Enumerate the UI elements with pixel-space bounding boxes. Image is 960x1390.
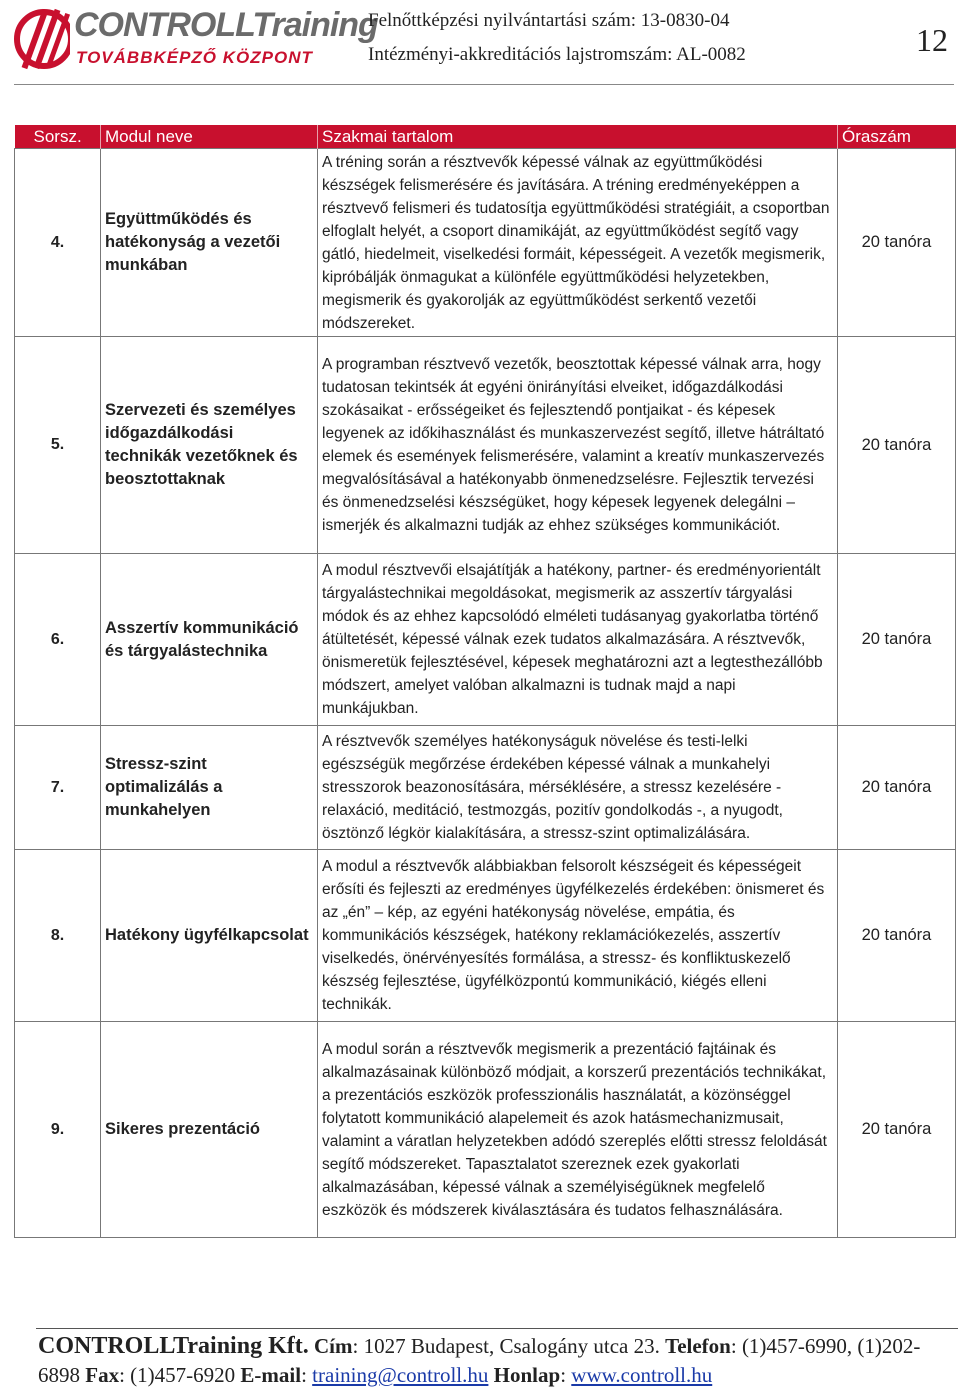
module-name: Asszertív kommunikáció és tárgyalástechnika xyxy=(101,554,318,726)
footer-phone-label: Telefon xyxy=(665,1334,731,1358)
module-content: A modul résztvevői elsajátítják a hatékony, partner- és eredményorientált tárgyalástechnikai megoldásokat, megismerik az asszertív tárgyalási módok és az ehhez kapcsolódó elméleti tudásanyag gyakorlatba történő átültetését, képessé válnak ezek tudatos alkalmazására. A résztvevők, önismeretük fejlesztésével, képesek meghatározni azt a legtesthezállóbb módszert, amelyet valóban alkalmazni is tudnak majd a napi munkájukban. xyxy=(318,554,838,726)
row-number: 5. xyxy=(15,337,101,554)
footer-divider xyxy=(36,1328,958,1329)
table-row xyxy=(15,1022,956,1238)
footer-address-label: Cím xyxy=(313,1334,353,1358)
header-num: Sorsz. xyxy=(15,125,101,149)
row-number: 9. xyxy=(15,1022,101,1238)
table-row xyxy=(15,149,956,337)
header-name: Modul neve xyxy=(101,125,318,149)
module-table xyxy=(14,125,956,1238)
module-name: Sikeres prezentáció xyxy=(101,1022,318,1238)
company-logo xyxy=(14,4,378,74)
module-hours: 20 tanóra xyxy=(838,337,956,554)
footer-address: 1027 Budapest, Csalogány utca 23. xyxy=(363,1334,660,1358)
accreditation-number: Intézményi-akkreditációs lajstromszám: AL-0082 xyxy=(368,44,746,65)
module-name: Stressz-szint optimalizálás a munkahelyen xyxy=(101,726,318,850)
footer-web-link[interactable]: www.controll.hu xyxy=(571,1363,713,1387)
module-name: Hatékony ügyfélkapcsolat xyxy=(101,850,318,1022)
row-number: 6. xyxy=(15,554,101,726)
module-hours: 20 tanóra xyxy=(838,1022,956,1238)
module-content: A résztvevők személyes hatékonyságuk növelése és testi-lelki egészségük megőrzése érdekében képessé válnak a munkahelyi stresszorok beazonosítására, mérséklésére, a stressz kezelésére - relaxáció, meditáció, testmozgás, pozitív gondolkodás -, a nyugodt, ösztönző légkör kialakítására, a stressz-szint optimalizálására. xyxy=(318,726,838,850)
footer-contact: CONTROLLTraining Kft. Cím: 1027 Budapest, Csalogány utca 23. Telefon: (1)457-6990, (1)202-6898 Fax: (1)457-6920 E-mail: training@controll.hu Honlap: www.controll.hu xyxy=(38,1333,921,1387)
module-content: A modul a résztvevők alábbiakban felsorolt készségeit és képességeit erősíti és fejleszti az eredményes ügyfélkezelés érdekében: önismeret és az „én” – kép, az egyéni hatékonyság növelése, empátia, és kommunikációs készségek, hatékony reklamációkezelés, asszertív viselkedés, önérvényesítés formálása, a stressz- és konfliktuskezelő készség fejlesztése, ügyfélközpontú kommunikáció, kiégés elleni technikák. xyxy=(318,850,838,1022)
row-number: 8. xyxy=(15,850,101,1022)
module-content: A programban résztvevő vezetők, beosztottak képessé válnak arra, hogy tudatosan tekintsék át egyéni önirányítási elveiket, időgazdálkodási szokásaikat - erősségeiket és fejlesztendő pontjaikat - és képesek legyenek az időkihasználást és munkaszervezést segítő, illetve hátráltató elemek és események felismerésére, valamint a kreatív munkaszervezés megvalósításával a hatékonyabb önmenedzselésre. Fejlesztik tervezési és önmenedzselési készségüket, hogy képesek legyenek delegálni – ismerjék és alkalmazni tudják az ehhez szükséges kommunikációt. xyxy=(318,337,838,554)
module-hours: 20 tanóra xyxy=(838,554,956,726)
table-row xyxy=(15,337,956,554)
registration-number: Felnőttképzési nyilvántartási szám: 13-0830-04 xyxy=(368,10,730,31)
header-hours: Óraszám xyxy=(838,125,956,149)
module-content: A modul során a résztvevők megismerik a prezentáció fajtáinak és alkalmazásainak különböző módjait, a korszerű prezentációs technikákat, a prezentációs eszközök professzionális használatát, a közönséggel folytatott kommunikáció alapelemeit és azok hatásmechanizmusait, valamint a váratlan helyzetekben adódó szereplés előtti stressz feloldását segítő módszereket. Tapasztalatot szereznek ezek gyakorlati alkalmazásában, képessé válnak a személyiségüknek megfelelő eszközök és módszerek kiválasztására és tudatos felhasználására. xyxy=(318,1022,838,1238)
module-content: A tréning során a résztvevők képessé válnak az együttműködési készségek felismerésére és javítására. A tréning eredményeképpen a résztvevő felismeri és tudatosítja együttműködési stratégiáit, a csoportban elfoglalt helyét, a csoport dinamikáját, az együttműködést segítő vagy gátló, hiedelmeit, viselkedési formáit, képességeit. A vezetők megismerik, kipróbálják önmagukat a különféle együttműködési helyzetekben, megismerik és gyakorolják az együttműködést serkentő vezetői módszereket. xyxy=(318,149,838,337)
header-divider xyxy=(14,84,954,85)
page-number: 12 xyxy=(916,22,948,58)
footer-email-label: E-mail xyxy=(240,1363,302,1387)
footer-company: CONTROLLTraining Kft. xyxy=(38,1333,309,1359)
logo-title: CONTROLLTraining xyxy=(74,6,378,44)
table-row xyxy=(15,850,956,1022)
footer-fax: (1)457-6920 xyxy=(130,1363,236,1387)
module-hours: 20 tanóra xyxy=(838,726,956,850)
footer-email-link[interactable]: training@controll.hu xyxy=(312,1363,489,1387)
logo-subtitle: TOVÁBBKÉPZŐ KÖZPONT xyxy=(76,48,313,67)
table-header-row xyxy=(15,125,956,149)
page-header xyxy=(0,0,960,90)
row-number: 7. xyxy=(15,726,101,850)
row-number: 4. xyxy=(15,149,101,337)
table-row xyxy=(15,726,956,850)
footer-fax-label: Fax xyxy=(85,1363,120,1387)
footer-phone: (1)457-6990, (1)202-6898 xyxy=(38,1334,921,1387)
module-name: Szervezeti és személyes időgazdálkodási technikák vezetőknek és beosztottaknak xyxy=(101,337,318,554)
header-content: Szakmai tartalom xyxy=(318,125,838,149)
module-hours: 20 tanóra xyxy=(838,149,956,337)
table-row xyxy=(15,554,956,726)
module-name: Együttműködés és hatékonyság a vezetői munkában xyxy=(101,149,318,337)
module-hours: 20 tanóra xyxy=(838,850,956,1022)
footer-web-label: Honlap xyxy=(493,1363,561,1387)
logo-mark-icon xyxy=(14,4,70,74)
